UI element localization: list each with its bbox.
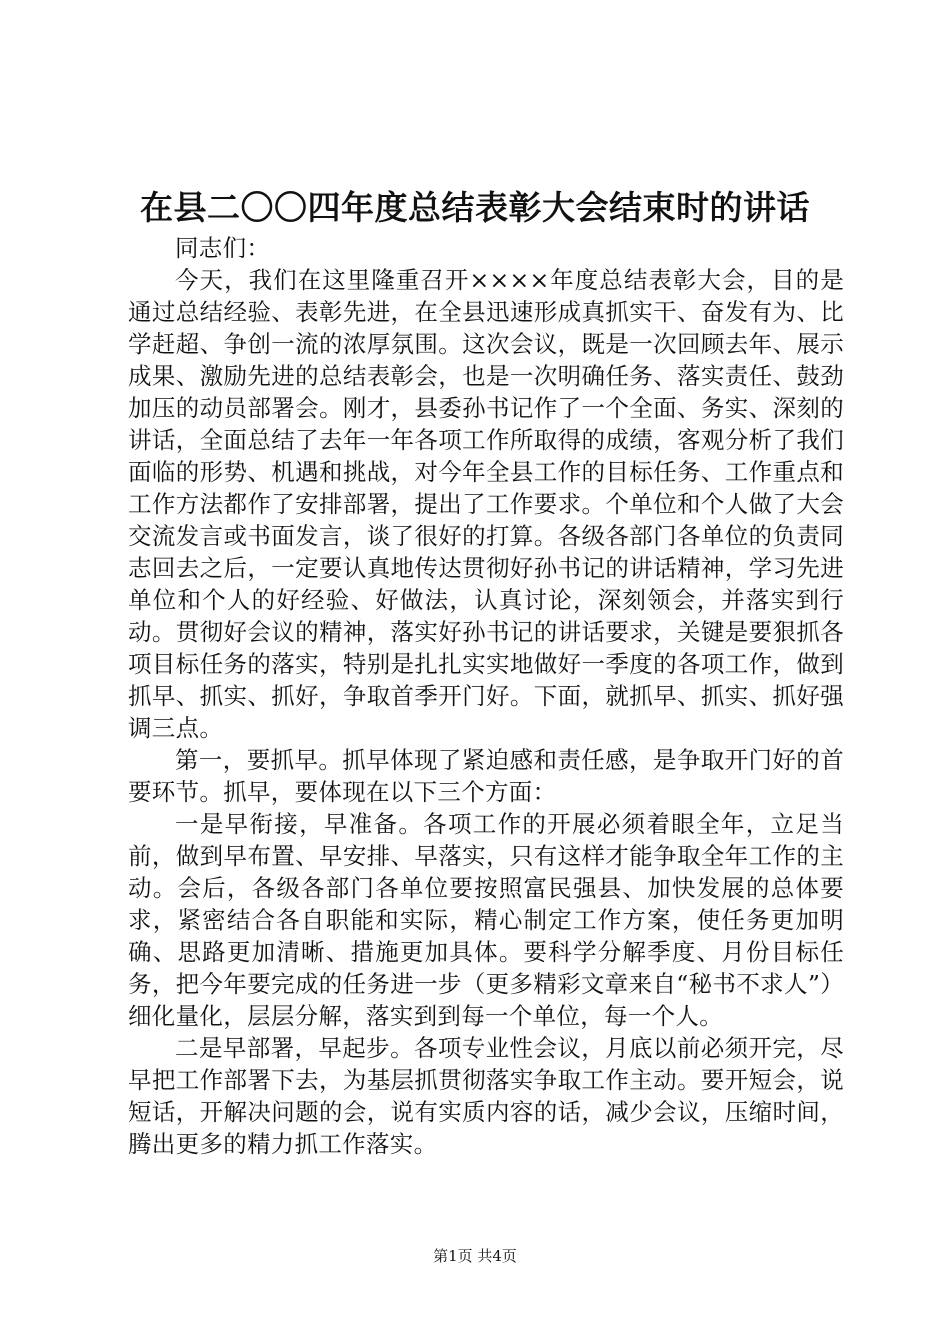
body-paragraph: 二是早部署，早起步。各项专业性会议，月底以前必须开完，尽早把工作部署下去，为基层抓贯彻落实争取工作主动。要开短会，说短话，开解决问题的会，说有实质内容的话，减少会议，压缩时间，腾出更多的精力抓工作落实。 [128,1034,844,1158]
salutation-paragraph: 同志们： [175,234,271,262]
document-body [128,232,844,1160]
body-paragraph: 今天，我们在这里隆重召开××××年度总结表彰大会，目的是通过总结经验、表彰先进，在全县迅速形成真抓实干、奋发有为、比学赶超、争创一流的浓厚氛围。这次会议，既是一次回顾去年、展示成果、激励先进的总结表彰会，也是一次明确任务、落实责任、鼓劲加压的动员部署会。刚才，县委孙书记作了一个全面、务实、深刻的讲话，全面总结了去年一年各项工作所取得的成绩，客观分析了我们面临的形势、机遇和挑战，对今年全县工作的目标任务、工作重点和工作方法都作了安排部署，提出了工作要求。个单位和个人做了大会交流发言或书面发言，谈了很好的打算。各级各部门各单位的负责同志回去之后，一定要认真地传达贯彻好孙书记的讲话精神，学习先进单位和个人的好经验、好做法，认真讨论，深刻领会，并落实到行动。贯彻好会议的精神，落实好孙书记的讲话要求，关键是要狠抓各项目标任务的落实，特别是扎扎实实地做好一季度的各项工作，做到抓早、抓实、抓好，争取首季开门好。下面，就抓早、抓实、抓好强调三点。 [128,266,844,742]
body-paragraph: 第一，要抓早。抓早体现了紧迫感和责任感，是争取开门好的首要环节。抓早，要体现在以下三个方面： [128,746,844,806]
page-number-footer: 第1页 共4页 [433,1247,517,1265]
document-title: 在县二〇〇四年度总结表彰大会结束时的讲话 [140,188,810,227]
body-paragraph: 一是早衔接，早准备。各项工作的开展必须着眼全年，立足当前，做到早布置、早安排、早落实，只有这样才能争取全年工作的主动。会后，各级各部门各单位要按照富民强县、加快发展的总体要求，紧密结合各自职能和实际，精心制定工作方案，使任务更加明确、思路更加清晰、措施更加具体。要科学分解季度、月份目标任务，把今年要完成的任务进一步（更多精彩文章来自“秘书不求人”）细化量化，层层分解，落实到到每一个单位，每一个人。 [128,810,844,1030]
